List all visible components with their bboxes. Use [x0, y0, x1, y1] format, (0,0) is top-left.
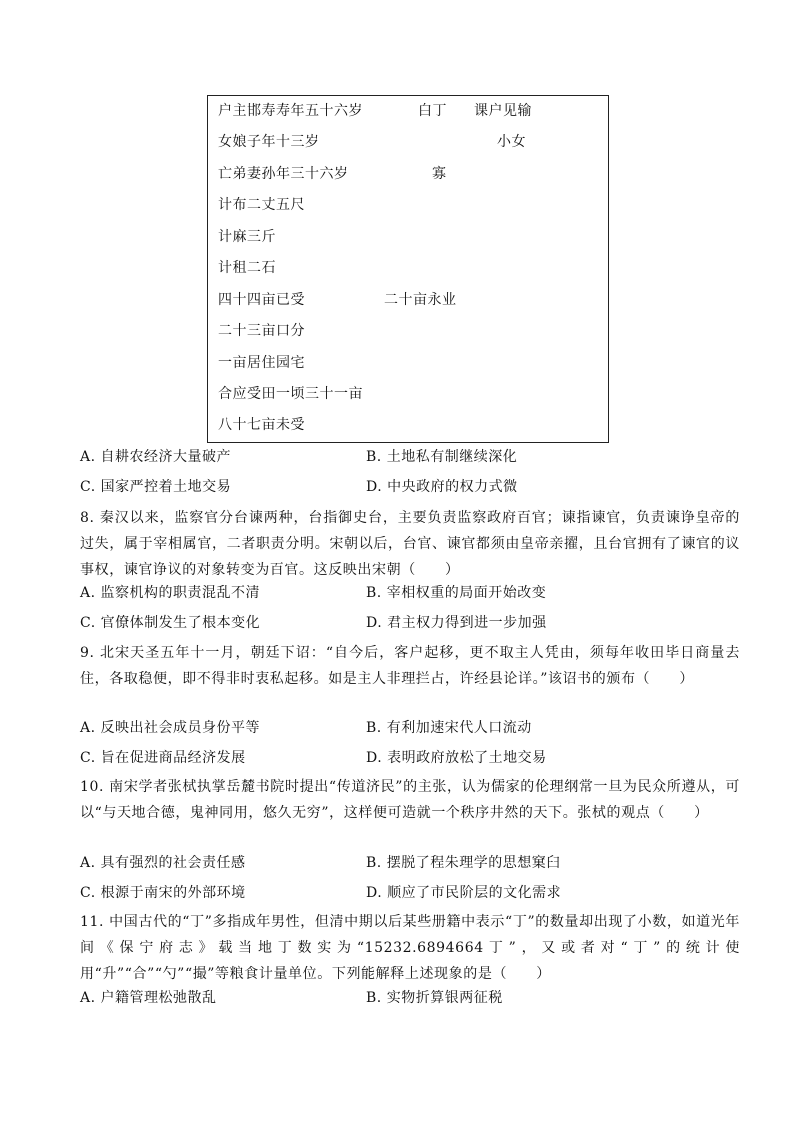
q8-option-c[interactable]: C. 官僚体制发生了根本变化	[80, 615, 261, 631]
q9-option-c[interactable]: C. 旨在促进商品经济发展	[80, 750, 246, 766]
register-row-3: 亡弟妻孙年三十六岁	[218, 166, 349, 182]
register-row-10: 合应受田一顷三十一亩	[218, 386, 363, 402]
q7-option-b[interactable]: B. 土地私有制继续深化	[366, 449, 518, 465]
q8-option-a[interactable]: A. 监察机构的职责混乱不清	[80, 585, 261, 601]
register-row-1: 户主邯寿寿年五十六岁	[218, 103, 363, 119]
register-row-3-status: 寡	[432, 166, 447, 182]
q9-option-d[interactable]: D. 表明政府放松了土地交易	[366, 750, 547, 766]
q7-option-c[interactable]: C. 国家严控着土地交易	[80, 479, 232, 495]
register-row-1-tax: 课户见输	[474, 103, 532, 119]
q10-stem: 10. 南宋学者张栻执掌岳麓书院时提出“传道济民”的主张，认为儒家的伦理纲常一旦为民众所遵从，可以“与天地合德，鬼神同用，悠久无穷”，这样便可造就一个秩序井然的天下。张栻的观点（ ）	[80, 779, 740, 821]
q11-stem: 11. 中国古代的“丁”多指成年男性，但清中期以后某些册籍中表示“丁”的数量却出现了小数，如道光年间《保宁府志》载当地丁数实为“15232.6894664丁”，又或者对“丁”的统计使用“升”“合”“勺”“撮”等粮食计量单位。下列能解释上述现象的是（ ）	[80, 914, 740, 982]
q10-option-d[interactable]: D. 顺应了市民阶层的文化需求	[366, 885, 562, 901]
q7-option-d[interactable]: D. 中央政府的权力式微	[366, 479, 518, 495]
q8-option-b[interactable]: B. 宰相权重的局面开始改变	[366, 585, 547, 601]
register-row-9: 一亩居住园宅	[218, 355, 305, 371]
register-row-2: 女娘子年十三岁	[218, 134, 320, 150]
register-row-7-note: 二十亩永业	[384, 292, 457, 308]
register-row-8: 二十三亩口分	[218, 323, 305, 339]
q9-option-a[interactable]: A. 反映出社会成员身份平等	[80, 720, 261, 736]
register-row-2-status: 小女	[497, 134, 526, 150]
register-row-1-status: 白丁	[418, 103, 447, 119]
q8-option-d[interactable]: D. 君主权力得到进一步加强	[366, 615, 547, 631]
q9-stem: 9. 北宋天圣五年十一月，朝廷下诏：“自今后，客户起移，更不取主人凭由，须每年收田毕日商量去住，各取稳便，即不得非时衷私起移。如是主人非理拦占，许经县论详。”该诏书的颁布（ ）	[80, 645, 740, 687]
q9-option-b[interactable]: B. 有利加速宋代人口流动	[366, 720, 532, 736]
q8-stem: 8. 秦汉以来，监察官分台谏两种，台指御史台，主要负责监察政府百官；谏指谏官，负责谏诤皇帝的过失，属于宰相属官，二者职责分明。宋朝以后，台官、谏官都须由皇帝亲擢，且台官拥有了谏官的议事权，谏官诤议的对象转变为百官。这反映出宋朝（ ）	[80, 510, 740, 578]
household-register-box	[207, 95, 609, 443]
register-row-4: 计布二丈五尺	[218, 197, 305, 213]
q10-option-b[interactable]: B. 摆脱了程朱理学的思想窠臼	[366, 855, 561, 871]
q7-option-a[interactable]: A. 自耕农经济大量破产	[80, 449, 232, 465]
register-row-11: 八十七亩未受	[218, 417, 305, 433]
register-row-6: 计租二石	[218, 260, 276, 276]
q11-option-b[interactable]: B. 实物折算银两征税	[366, 990, 503, 1006]
register-row-7: 四十四亩已受	[218, 292, 305, 308]
q11-option-a[interactable]: A. 户籍管理松弛散乱	[80, 990, 217, 1006]
register-row-5: 计麻三斤	[218, 229, 276, 245]
q10-option-a[interactable]: A. 具有强烈的社会责任感	[80, 855, 246, 871]
q10-option-c[interactable]: C. 根源于南宋的外部环境	[80, 885, 246, 901]
